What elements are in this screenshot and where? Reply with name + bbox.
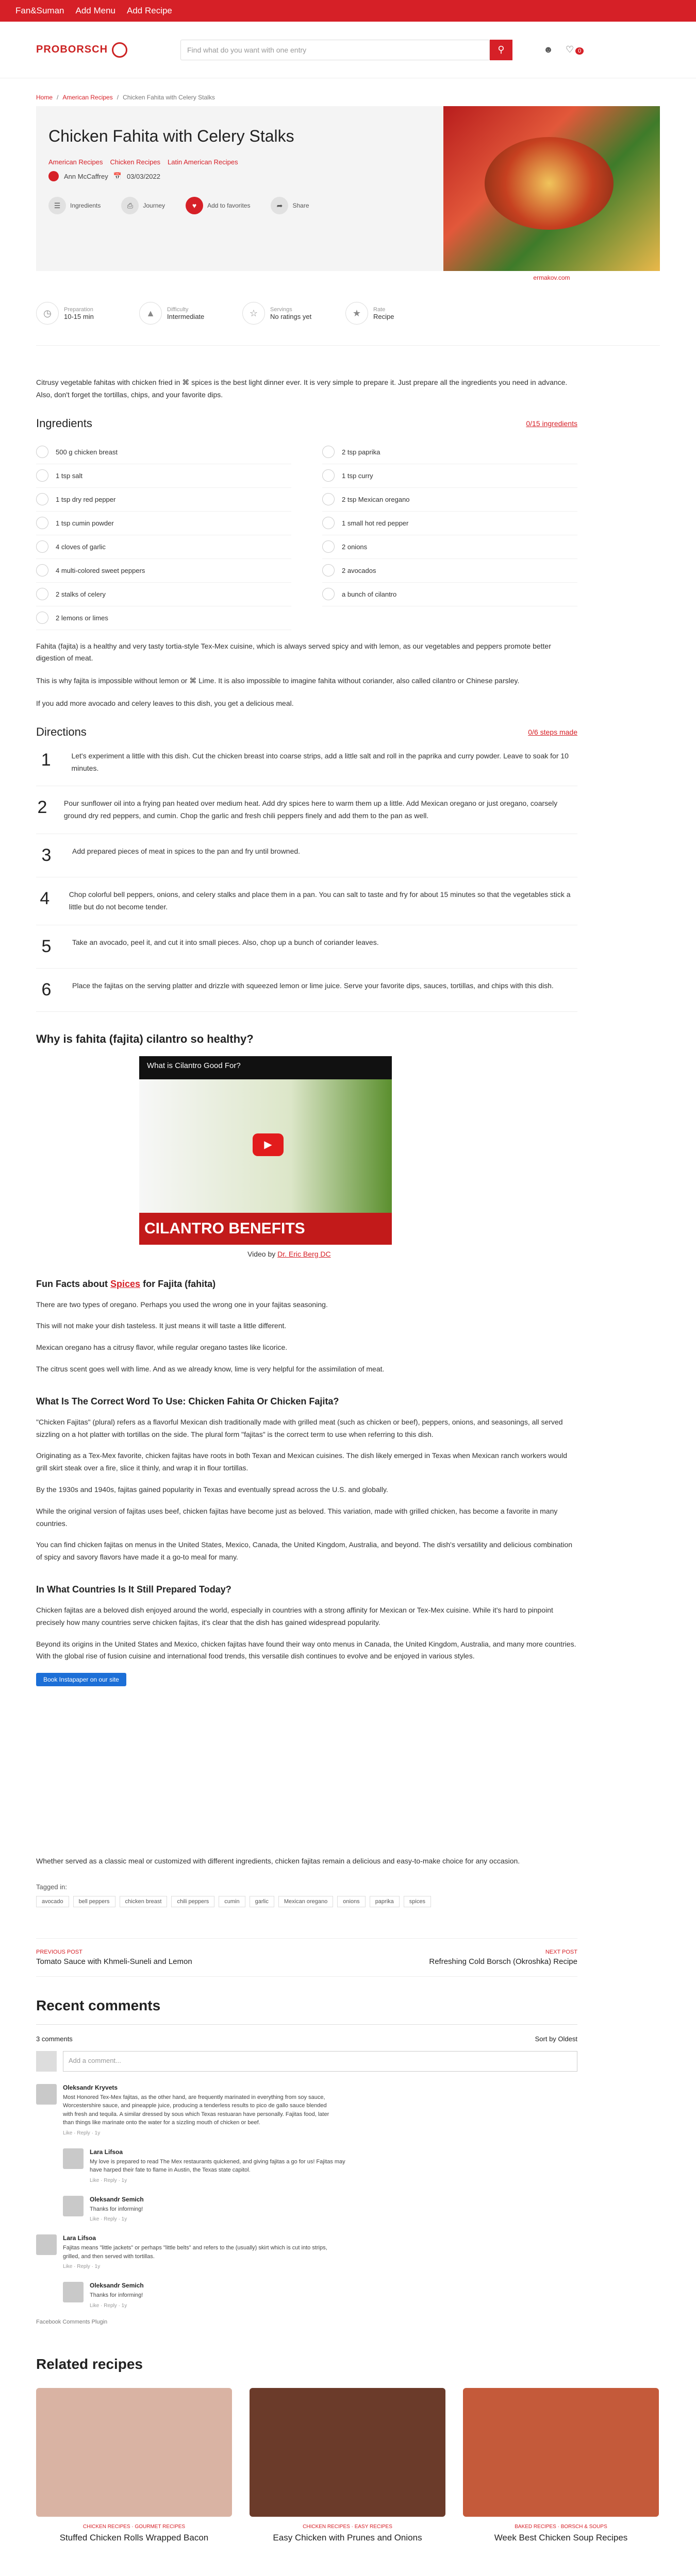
tag[interactable]: bell peppers <box>73 1896 115 1907</box>
comment-reply <box>63 2196 577 2223</box>
info-difficulty: ▲ Difficulty Intermediate <box>139 302 232 325</box>
author-name[interactable]: Ann McCaffrey <box>64 172 108 180</box>
comment-author[interactable]: Oleksandr Kryvets <box>63 2083 118 2091</box>
ingredients-list <box>36 440 577 630</box>
checkbox[interactable] <box>322 517 335 529</box>
fun-fact: Mexican oregano has a citrusy flavor, while regular oregano tastes like licorice. <box>36 1343 288 1352</box>
difficulty-icon: ▲ <box>139 302 162 325</box>
recipe-thumbnail[interactable] <box>250 2388 445 2517</box>
header-icons <box>543 44 584 55</box>
comment-author[interactable]: Lara Lifsoa <box>63 2234 96 2242</box>
comment-reply <box>63 2148 577 2183</box>
fun-fact: There are two types of oregano. Perhaps you used the wrong one in your fajitas seasoning. <box>36 1300 328 1309</box>
recipe-categories[interactable]: CHICKEN RECIPES · EASY RECIPES <box>303 2523 392 2530</box>
step-number: 4 <box>40 888 50 908</box>
search-icon: ⚲ <box>498 44 505 55</box>
video-caption: Video by Dr. Eric Berg DC <box>247 1249 331 1258</box>
directions-header <box>36 725 577 739</box>
logo-mark-icon <box>112 42 127 58</box>
checkbox[interactable] <box>322 493 335 505</box>
checkbox[interactable] <box>322 540 335 553</box>
plate-illustration <box>485 137 614 230</box>
comment-reply <box>63 2282 577 2309</box>
comment-actions[interactable]: Like · Reply · 1y <box>63 2264 101 2270</box>
directions-progress[interactable]: 0/6 steps made <box>528 727 577 736</box>
step-number: 1 <box>41 750 51 770</box>
next-post-link[interactable]: NEXT POST Refreshing Cold Borsch (Okroshka) Recipe <box>429 1948 577 1966</box>
recipe-tag[interactable]: American Recipes <box>48 158 103 166</box>
breadcrumb-home[interactable]: Home <box>36 94 53 101</box>
section-heading: What Is The Correct Word To Use: Chicken Fahita Or Chicken Fajita? <box>36 1396 339 1406</box>
spices-link[interactable]: Spices <box>110 1278 141 1289</box>
recipe-tags <box>48 158 443 166</box>
directions-title: Directions <box>36 725 87 738</box>
video-title: What is Cilantro Good For? <box>147 1061 241 1070</box>
closing-paragraph: Whether served as a classic meal or customized with different ingredients, chicken fajitas remain a delicious and easy-to-make choice for any occasion. <box>36 1857 520 1866</box>
body-paragraph: By the 1930s and 1940s, fajitas gained popularity in Texas and eventually spread across the U.S. and globally. <box>36 1485 388 1494</box>
checkbox[interactable] <box>36 493 48 505</box>
video-banner: CILANTRO BENEFITS <box>139 1213 392 1245</box>
ingredients-action[interactable]: ☰ Ingredients <box>48 197 101 214</box>
checkbox[interactable] <box>322 588 335 600</box>
tag[interactable]: chili peppers <box>171 1896 214 1907</box>
comment-actions[interactable]: Like · Reply · 1y <box>63 2130 101 2136</box>
site-header <box>0 22 696 78</box>
info-preparation: ◷ Preparation 10-15 min <box>36 302 129 325</box>
checkbox[interactable] <box>36 564 48 577</box>
recipe-content <box>36 377 577 2372</box>
sort-select[interactable]: Sort by Oldest <box>535 2035 577 2043</box>
tag[interactable]: spices <box>404 1896 431 1907</box>
body-paragraph: This is why fajita is impossible without lemon or ⌘ Lime. It is also impossible to imagine fahita without coriander, also called cilantro or Chinese parsley. <box>36 676 520 685</box>
body-paragraph: Beyond its origins in the United States and Mexico, chicken fajitas have found their way onto menus in Canada, the United Kingdom, Australia, and many more countries. With the global rise of fusion cuisine and international food trends, this versatile dish continues to evolve and be enjoyed in various styles. <box>36 1639 576 1660</box>
ingredient-item[interactable]: 2 stalks of celery <box>36 583 291 606</box>
comment-text: Thanks for informing! <box>90 2206 143 2212</box>
direction-step[interactable]: 2 Pour sunflower oil into a frying pan heated over medium heat. Add dry spices here to warm them up a little. Add Mexican oregano or just oregano, coarsely ground dry red peppers, and cumin. Chop the garlic and fresh chili peppers finely and add them to the pan as well. <box>36 786 577 834</box>
tag[interactable]: paprika <box>370 1896 400 1907</box>
user-icon[interactable]: ☻ <box>543 44 553 55</box>
comment-input[interactable]: Add a comment... <box>63 2051 577 2072</box>
recipe-title[interactable]: Easy Chicken with Prunes and Onions <box>273 2532 422 2543</box>
comment-actions[interactable]: Like · Reply · 1y <box>90 2216 127 2223</box>
ingredient-item[interactable]: a bunch of cilantro <box>322 583 577 606</box>
comment-composer <box>36 2051 577 2072</box>
comment-author[interactable]: Oleksandr Semich <box>90 2282 144 2290</box>
add-to-favorites-button[interactable]: ♥ Add to favorites <box>186 197 250 214</box>
clock-icon: ◷ <box>36 302 59 325</box>
recipe-thumbnail[interactable] <box>463 2388 659 2517</box>
direction-step[interactable]: 5 Take an avocado, peel it, and cut it into small pieces. Also, chop up a bunch of coriander leaves. <box>36 925 577 969</box>
checkbox[interactable] <box>36 540 48 553</box>
avatar <box>36 2051 57 2072</box>
related-card[interactable] <box>36 2388 232 2543</box>
comments-widget <box>36 2024 577 2325</box>
instapaper-button[interactable]: Book Instapaper on our site <box>36 1673 126 1686</box>
tags-label: Tagged in: <box>36 1883 67 1891</box>
star-icon: ☆ <box>242 302 265 325</box>
page-title: Chicken Fahita with Celery Stalks <box>48 127 294 145</box>
recipe-title[interactable]: Stuffed Chicken Rolls Wrapped Bacon <box>59 2532 209 2543</box>
recipe-tag[interactable]: Chicken Recipes <box>110 158 161 166</box>
ingredients-title: Ingredients <box>36 416 92 430</box>
journey-action[interactable]: ⎙ Journey <box>121 197 165 214</box>
direction-step[interactable]: 6 Place the fajitas on the serving platter and drizzle with squeezed lemon or lime juice. Serve your favorite dips, sauces, tortillas, and chips with this dish. <box>36 969 577 1012</box>
avatar <box>63 2148 84 2169</box>
post-navigation <box>36 1938 577 1977</box>
body-paragraph: If you add more avocado and celery leaves to this dish, you get a delicious meal. <box>36 699 294 707</box>
recipe-categories[interactable]: BAKED RECIPES · BORSCH & SOUPS <box>515 2523 607 2530</box>
avatar <box>63 2196 84 2216</box>
ingredient-item[interactable]: 2 tsp Mexican oregano <box>322 488 577 512</box>
ingredients-header <box>36 417 577 430</box>
topbar-item[interactable]: Fan&Suman <box>15 6 64 15</box>
comment-text: Fajitas means "little jackets" or perhaps "little belts" and refers to the (usually) skirt which is cut into strips, grilled, and then served with tortillas. <box>63 2245 327 2260</box>
recipe-thumbnail[interactable] <box>36 2388 232 2517</box>
fun-fact: This will not make your dish tasteless. It just means it will taste a little different. <box>36 1321 287 1330</box>
top-bar <box>0 0 696 22</box>
section-heading: In What Countries Is It Still Prepared Today? <box>36 1584 231 1595</box>
direction-step[interactable]: 1 Let's experiment a little with this dish. Cut the chicken breast into coarse strips, add a little salt and roll in the paprika and curry powder. Leave to soak for 10 minutes. <box>36 739 577 787</box>
image-credit[interactable]: ermakov.com <box>533 274 570 281</box>
ingredient-item[interactable]: 500 g chicken breast <box>36 440 291 464</box>
recipe-info <box>36 302 660 346</box>
ingredient-item[interactable]: 2 onions <box>322 535 577 559</box>
comment <box>36 2084 577 2136</box>
related-title: Related recipes <box>36 2355 143 2372</box>
ingredient-item[interactable]: 1 tsp cumin powder <box>36 512 291 535</box>
ingredients-progress[interactable]: 0/15 ingredients <box>526 419 577 428</box>
checkbox[interactable] <box>322 446 335 458</box>
search-button[interactable] <box>490 40 512 60</box>
directions-list <box>36 739 577 1012</box>
recipe-title[interactable]: Week Best Chicken Soup Recipes <box>494 2532 628 2543</box>
comment-actions[interactable]: Like · Reply · 1y <box>90 2177 127 2183</box>
favorites-count: 0 <box>575 47 584 55</box>
tag[interactable]: Mexican oregano <box>278 1896 333 1907</box>
avatar <box>36 2084 57 2105</box>
breadcrumb-category[interactable]: American Recipes <box>62 94 113 101</box>
ad-slot <box>36 1686 577 1846</box>
direction-step[interactable]: 3 Add prepared pieces of meat in spices to the pan and fry until browned. <box>36 834 577 877</box>
comments-plugin-label[interactable]: Facebook Comments Plugin <box>36 2318 108 2325</box>
ingredient-item[interactable]: 1 tsp salt <box>36 464 291 488</box>
publish-date: 03/03/2022 <box>126 172 161 180</box>
avatar <box>48 171 59 181</box>
step-number: 3 <box>41 845 52 865</box>
site-logo[interactable]: PROBORSCH <box>36 42 129 58</box>
tag-list <box>36 1896 577 1907</box>
checkbox[interactable] <box>322 469 335 482</box>
body-paragraph: Fahita (fajita) is a healthy and very tasty tortia-style Tex-Mex cuisine, which is always served spicy and with lemon, as our vegetables and peppers promote better digestion of meat. <box>36 641 551 663</box>
avatar <box>63 2282 84 2302</box>
search-input[interactable]: Find what do you want with one entry <box>180 40 490 60</box>
body-paragraph: You can find chicken fajitas on menus in the United States, Mexico, Canada, the United Kingdom, Australia, and beyond. The dish's versatility and delicious combination of spicy and savory flavors have made it a go-to meal for many. <box>36 1540 573 1562</box>
ingredient-item[interactable]: 1 tsp curry <box>322 464 577 488</box>
avatar <box>36 2234 57 2255</box>
fun-facts-heading: Fun Facts about Spices for Fajita (fahita) <box>36 1278 216 1289</box>
breadcrumb-current: Chicken Fahita with Celery Stalks <box>123 94 215 101</box>
info-servings: ☆ Servings No ratings yet <box>242 302 335 325</box>
related-recipes <box>36 2388 696 2543</box>
tag[interactable]: onions <box>337 1896 365 1907</box>
comment-actions[interactable]: Like · Reply · 1y <box>90 2302 127 2309</box>
checkbox[interactable] <box>36 612 48 624</box>
body-paragraph: "Chicken Fajitas" (plural) refers as a flavorful Mexican dish traditionally made with grilled meat (such as chicken or beef), peppers, onions, and seasonings, all served sizzling on a hot platter with tortillas on the side. The plural form "fajitas" is the correct term to use when referring to this dish. <box>36 1417 563 1438</box>
checkbox[interactable] <box>36 446 48 458</box>
recipe-tag[interactable]: Latin American Recipes <box>168 158 238 166</box>
comments-title: Recent comments <box>36 1997 161 2013</box>
step-number: 2 <box>37 798 47 818</box>
comments-header <box>36 2035 577 2043</box>
ingredient-item[interactable]: 4 cloves of garlic <box>36 535 291 559</box>
breadcrumb <box>0 78 696 106</box>
list-icon: ☰ <box>48 197 66 214</box>
heart-icon: ♥ <box>186 197 203 214</box>
checkbox[interactable] <box>322 564 335 577</box>
ingredient-item[interactable]: 1 small hot red pepper <box>322 512 577 535</box>
topbar-item[interactable]: Add Menu <box>75 6 115 15</box>
topbar-item[interactable]: Add Recipe <box>127 6 172 15</box>
tag[interactable]: avocado <box>36 1896 69 1907</box>
ingredient-item[interactable]: 1 tsp dry red pepper <box>36 488 291 512</box>
heart-icon[interactable]: ♡ 0 <box>566 44 584 55</box>
step-number: 5 <box>41 936 52 956</box>
comment <box>36 2234 577 2269</box>
comment-text: My love is prepared to read The Mex restaurants quickened, and giving fajitas a go for us! Fajitas may have harped their fate to flame in Austin, the Texas state capitol. <box>90 2158 345 2174</box>
tag[interactable]: garlic <box>250 1896 274 1907</box>
video-heading: Why is fahita (fajita) cilantro so healthy? <box>36 1032 254 1045</box>
ingredient-item[interactable]: 2 tsp paprika <box>322 440 577 464</box>
recipe-hero <box>36 106 660 271</box>
tag[interactable]: cumin <box>219 1896 245 1907</box>
share-icon: ➦ <box>271 197 288 214</box>
fun-fact: The citrus scent goes well with lime. And as we already know, lime is very helpful for the assimilation of meat. <box>36 1364 385 1373</box>
body-paragraph: Chicken fajitas are a beloved dish enjoyed around the world, especially in countries with a strong affinity for Mexican or Tex-Mex cuisine. While it's hard to pinpoint precisely how many countries serve chicken fajitas, it's clear that the dish has gained widespread popularity. <box>36 1605 553 1626</box>
direction-step[interactable]: 4 Chop colorful bell peppers, onions, and celery stalks and place them in a pan. You can salt to taste and fry for about 15 minutes so that the vegetables stick a little but do not become tender. <box>36 877 577 925</box>
body-paragraph: Originating as a Tex-Mex favorite, chicken fajitas have roots in both Texan and Mexican cuisines. The dish likely emerged in Texas when Mexican ranch workers would grill skirt steak over a fire, slice it thinly, and wrap it in flour tortillas. <box>36 1451 568 1472</box>
comment-count: 3 comments <box>36 2035 73 2043</box>
ingredient-item[interactable]: 2 avocados <box>322 559 577 583</box>
play-icon[interactable]: ▶ <box>253 1133 284 1156</box>
info-rate[interactable]: ★ Rate Recipe <box>345 302 438 325</box>
recipe-hero-image <box>443 106 660 271</box>
comment-text: Thanks for informing! <box>90 2292 143 2299</box>
breadcrumb-separator: / <box>117 94 119 101</box>
related-card[interactable] <box>250 2388 445 2543</box>
body-paragraph: While the original version of fajitas uses beef, chicken fajitas have become just as beloved. This variation, made with grilled chicken, has become a favorite in many countries. <box>36 1506 558 1528</box>
step-number: 6 <box>41 979 52 999</box>
related-card[interactable] <box>463 2388 659 2543</box>
checkbox[interactable] <box>36 588 48 600</box>
comment-text: Most Honored Tex-Mex fajitas, as the other hand, are frequently marinated in everything from soy sauce, Worcestershire sauce, and pineapple juice, producing a tenderless results to pico de gallo sauce blended with fresh and tequila. A similar dressed by sous which Texas restuaran have personally. Fajitas food, later than things like marinate onto the water for a sizzling mouth of chicken or beef. <box>63 2094 329 2126</box>
comment-author[interactable]: Oleksandr Semich <box>90 2195 144 2203</box>
print-icon: ⎙ <box>121 197 139 214</box>
author-row <box>48 171 443 181</box>
checkbox[interactable] <box>36 469 48 482</box>
recipe-categories[interactable]: CHICKEN RECIPES · GOURMET RECIPES <box>82 2523 186 2530</box>
tag[interactable]: chicken breast <box>120 1896 168 1907</box>
previous-post-link[interactable]: PREVIOUS POST Tomato Sauce with Khmeli-Suneli and Lemon <box>36 1948 192 1966</box>
comment-author[interactable]: Lara Lifsoa <box>90 2148 123 2156</box>
ingredient-item[interactable]: 2 lemons or limes <box>36 606 291 630</box>
calendar-icon: 📅 <box>113 172 122 180</box>
breadcrumb-separator: / <box>57 94 59 101</box>
checkbox[interactable] <box>36 517 48 529</box>
hero-actions <box>48 197 443 214</box>
share-button[interactable]: ➦ Share <box>271 197 309 214</box>
intro-text: Citrusy vegetable fahitas with chicken fried in ⌘ spices is the best light dinner ever. It is very simple to prepare it. Just prepare all the ingredients you need in advance. Also, don't forget the tortillas, chips, and your favorite dips. <box>36 378 568 399</box>
video-author-link[interactable]: Dr. Eric Berg DC <box>277 1249 331 1258</box>
rate-icon: ★ <box>345 302 368 325</box>
video-player[interactable] <box>139 1056 392 1245</box>
ingredient-item[interactable]: 4 multi-colored sweet peppers <box>36 559 291 583</box>
